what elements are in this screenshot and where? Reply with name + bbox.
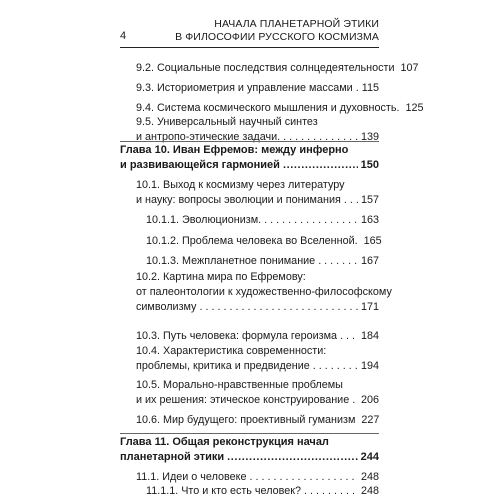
toc-entry-11-1: 11.1. Идеи о человеке . . . 248 [120, 470, 379, 485]
toc-entry-9-2: 9.2. Социальные последствия солнцедеятельности 107 [136, 62, 419, 74]
toc-chapter-11: Глава 11. Общая реконструкция начал планетарной этики ..... 244 [120, 435, 379, 465]
toc-entry-9-5: 9.5. Универсальный научный синтез и антропо-этические задачи. . . . 139 [120, 115, 379, 145]
table-of-contents [120, 0, 424, 500]
toc-entry-9-3: 9.3. Историометрия и управление массами . . . 115 [120, 81, 379, 96]
toc-entry-11-1-1: 11.1.1. Что и кто есть человек? . . . 248 [120, 484, 379, 499]
toc-entry-10-5: 10.5. Морально-нравственные проблемы и их решения: этическое конструирование . . . 206 [120, 378, 379, 408]
toc-chapter-10: Глава 10. Иван Ефремов: между инферно и развивающейся гармонией ..... 150 [120, 143, 379, 173]
toc-entry-10-1-3: 10.1.3. Межпланетное понимание . . . 167 [120, 254, 379, 269]
toc-entry-10-3: 10.3. Путь человека: формула героизма . . . 184 [120, 329, 379, 344]
header-line-1: НАЧАЛА ПЛАНЕТАРНОЙ ЭТИКИ [214, 18, 379, 30]
chapter-rule [120, 433, 379, 434]
toc-entry-10-1: 10.1. Выход к космизму через литературу и науку: вопросы эволюции и понимания . . . 157 [120, 178, 379, 208]
toc-entry-10-1-2: 10.1.2. Проблема человека во Вселенной. 165 [146, 235, 382, 247]
header-line-2: В ФИЛОСОФИИ РУССКОГО КОСМИЗМА [175, 31, 379, 43]
toc-entry-10-2: 10.2. Картина мира по Ефремову: от палеонтологии к художественно-философскому символизму . . . 171 [120, 270, 379, 315]
toc-entry-9-4: 9.4. Система космического мышления и духовность. 125 [136, 102, 424, 114]
toc-entry-10-4: 10.4. Характеристика современности: проблемы, критика и предвидение . . . 194 [120, 344, 379, 374]
toc-entry-10-6: 10.6. Мир будущего: проективный гуманизм 227 [136, 414, 380, 426]
chapter-rule [120, 141, 379, 142]
toc-entry-10-1-1: 10.1.1. Эволюционизм. . . . 163 [120, 213, 379, 228]
page-number: 4 [120, 30, 127, 42]
